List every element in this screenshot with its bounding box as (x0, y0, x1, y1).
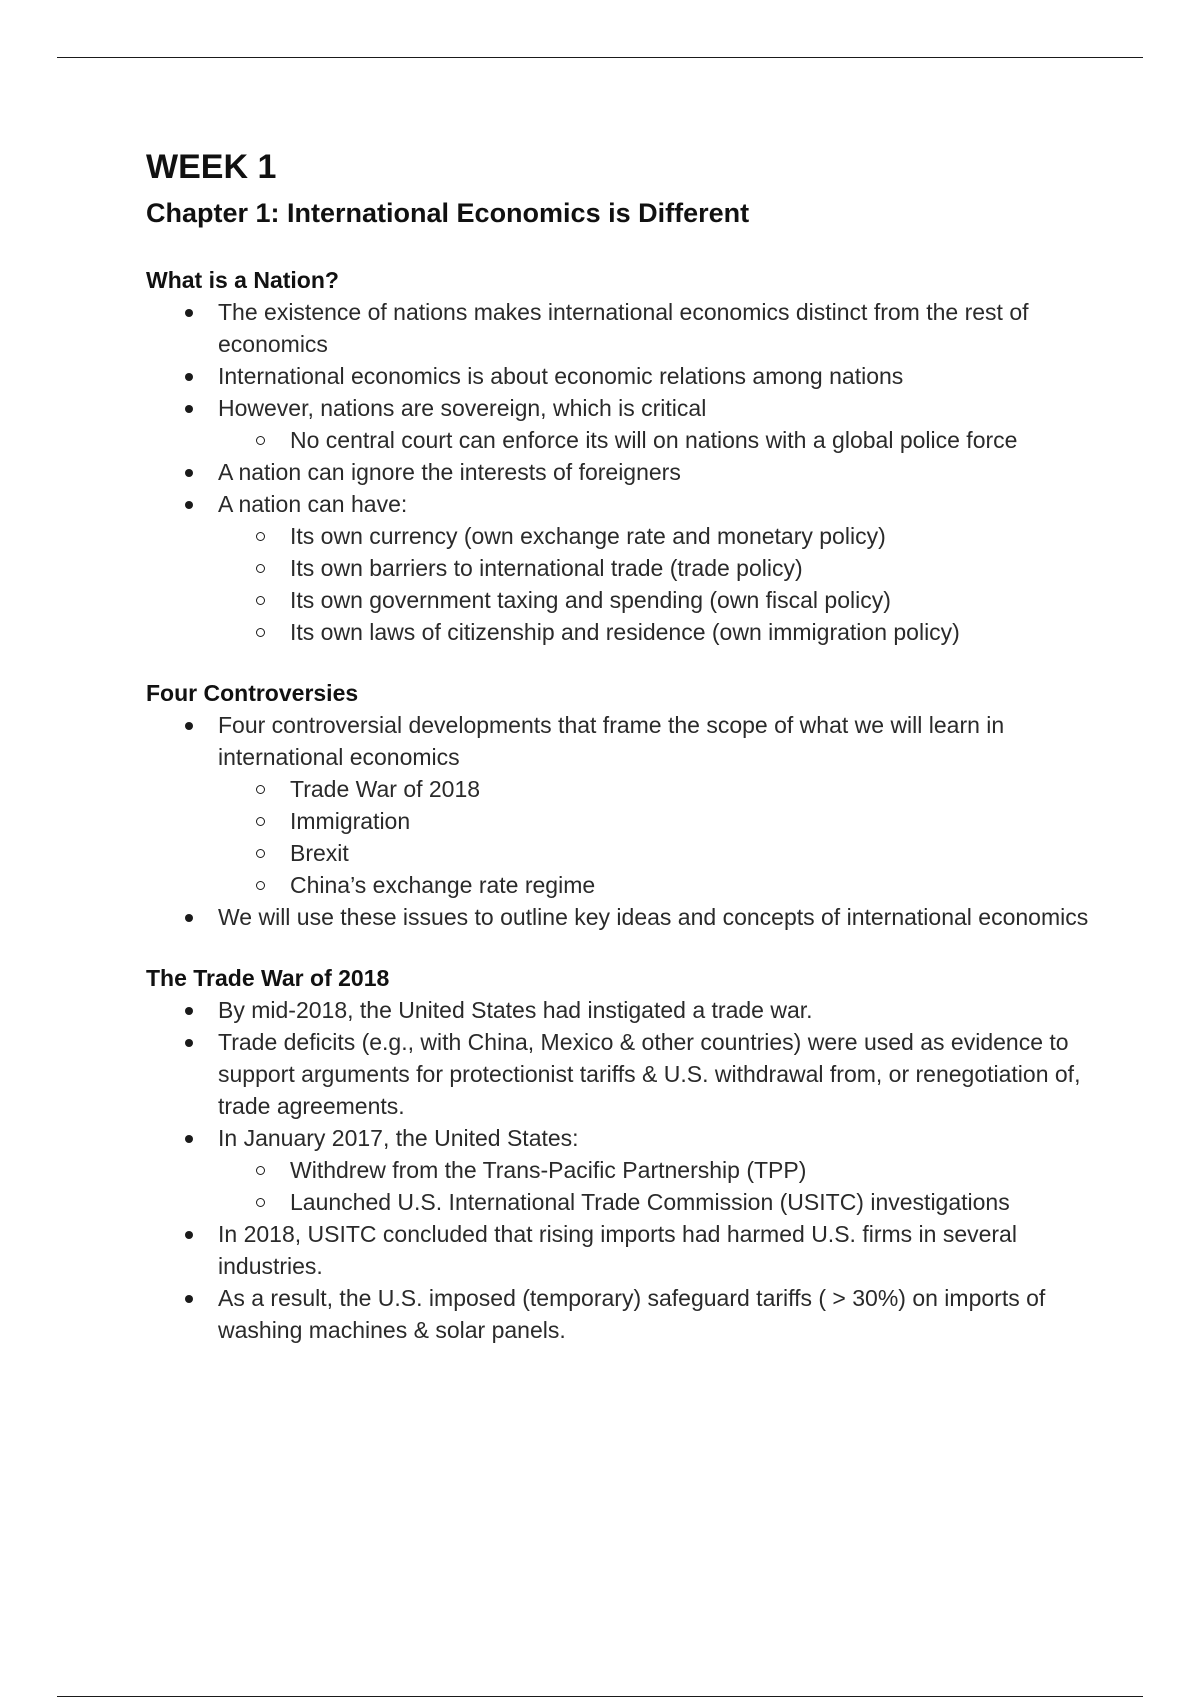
bullet-text: A nation can have: (218, 491, 408, 517)
bullet-item (146, 709, 1106, 901)
bullet-item (146, 1218, 1106, 1282)
chapter-title: Chapter 1: International Economics is Different (146, 198, 750, 228)
bullet-item (146, 1026, 1106, 1122)
bullet-text: Trade deficits (e.g., with China, Mexico & other countries) were used as evidence to support arguments for protectionist tariffs & U.S. withdrawal from, or renegotiation of, trade agreements. (218, 1029, 1081, 1119)
bullet-list (146, 709, 1106, 933)
sub-bullet-item: Brexit (146, 837, 1106, 869)
sub-bullet-item: Withdrew from the Trans-Pacific Partnership (TPP) (146, 1154, 1106, 1186)
bullet-item (146, 1282, 1106, 1346)
sub-bullet-item: Its own currency (own exchange rate and monetary policy) (146, 520, 1106, 552)
bullet-item (146, 901, 1106, 933)
section-heading: The Trade War of 2018 (146, 965, 390, 991)
bullet-text: In 2018, USITC concluded that rising imports had harmed U.S. firms in several industries. (218, 1221, 1017, 1279)
sub-bullet-list (146, 424, 1106, 456)
bullet-text: A nation can ignore the interests of foreigners (218, 459, 681, 485)
bullet-item (146, 456, 1106, 488)
sub-bullet-item: Launched U.S. International Trade Commission (USITC) investigations (146, 1186, 1106, 1218)
bullet-text: The existence of nations makes international economics distinct from the rest of economics (218, 299, 1029, 357)
bullet-text: Four controversial developments that frame the scope of what we will learn in international economics (218, 712, 1005, 770)
sub-bullet-item: No central court can enforce its will on nations with a global police force (146, 424, 1106, 456)
section (146, 677, 1106, 933)
section-heading: Four Controversies (146, 680, 359, 706)
sub-bullet-item: Its own barriers to international trade (trade policy) (146, 552, 1106, 584)
section (146, 962, 1106, 1346)
top-rule (57, 57, 1143, 58)
sub-bullet-item: Its own laws of citizenship and residence (own immigration policy) (146, 616, 1106, 648)
bullet-list (146, 296, 1106, 648)
section (146, 264, 1106, 648)
bullet-item (146, 1122, 1106, 1218)
bullet-item (146, 488, 1106, 648)
sub-bullet-item: Immigration (146, 805, 1106, 837)
section-heading: What is a Nation? (146, 267, 339, 293)
bullet-item (146, 360, 1106, 392)
bullet-item (146, 994, 1106, 1026)
bottom-rule (57, 1696, 1143, 1697)
bullet-list (146, 994, 1106, 1346)
bullet-text: In January 2017, the United States: (218, 1125, 579, 1151)
document-body (146, 143, 1106, 1346)
sub-bullet-list (146, 773, 1106, 901)
bullet-text: By mid-2018, the United States had instigated a trade war. (218, 997, 813, 1023)
week-title: WEEK 1 (146, 148, 277, 186)
bullet-text: However, nations are sovereign, which is critical (218, 395, 707, 421)
bullet-text: As a result, the U.S. imposed (temporary) safeguard tariffs ( > 30%) on imports of washing machines & solar panels. (218, 1285, 1046, 1343)
sections-container (146, 264, 1106, 1346)
bullet-item (146, 392, 1106, 456)
bullet-text: We will use these issues to outline key ideas and concepts of international economics (218, 904, 1089, 930)
sub-bullet-item: China’s exchange rate regime (146, 869, 1106, 901)
sub-bullet-item: Its own government taxing and spending (own fiscal policy) (146, 584, 1106, 616)
sub-bullet-list (146, 1154, 1106, 1218)
bullet-item (146, 296, 1106, 360)
bullet-text: International economics is about economic relations among nations (218, 363, 904, 389)
sub-bullet-item: Trade War of 2018 (146, 773, 1106, 805)
sub-bullet-list (146, 520, 1106, 648)
